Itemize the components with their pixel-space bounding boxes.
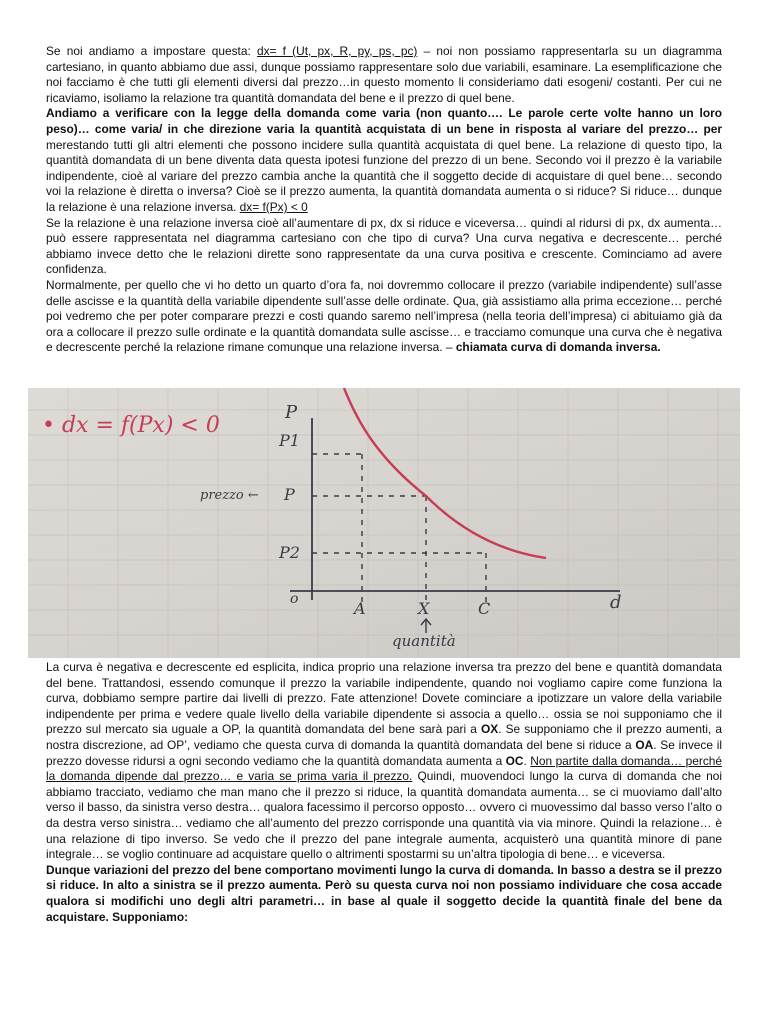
y-axis-label: P — [285, 402, 298, 423]
curve-explanation-2: . Se supponiamo che il prezzo aumenti, a nostra discrezione, ad OP’, vediamo che questa curva di domanda la quantità domandata del bene si riduce a — [46, 722, 723, 752]
inverse-relation-paragraph: Se la relazione è una relazione inversa cioè all’aumentare di px, dx si riduce e viceversa… quindi al ridursi di px, dx aumenta… può essere rappresentata nel diagramma cartesiano con che tipo di curva? Una curva negativa e decrescente… perché abbiamo invece detto che le relazioni dirette sono rappresentate da una curva positiva e crescente. Cominciamo ad avere confidenza. — [46, 215, 722, 277]
equation-handwritten: • dx = f(Px) < 0 — [42, 413, 220, 438]
intro-text: Se noi andiamo a impostare questa: — [46, 44, 257, 58]
conclusion-paragraph: Dunque variazioni del prezzo del bene comportano movimenti lungo la curva di domanda. In basso a destra se il prezzo si riduce. In alto a sinistra se il prezzo aumenta. Però su questa curva noi non possiamo individuare che cosa accade qualora si modifichi uno degli altri parametri… in base al quale il soggetto decide la quantità finale del bene da acquistare. Supponiamo: — [46, 862, 722, 924]
price-p1-label: P1 — [279, 431, 300, 450]
movement-along-curve-text: Quindi, muovendoci lungo la curva di domanda che noi abbiamo tracciato, vediamo che man mano che il prezzo si riduce, la quantità domandata aumenta… se ci muoviamo dall’alto verso il basso, da sinistra verso destra… qualora facessimo il percorso opposto… ovvero ci muovessimo dal basso verso l’alto o da destra verso sinistra… vediamo che all’aumento del prezzo corrisponde una quantità via via minore. Quindi la relazione… è una relazione di tipo inverso. Se vedo che il prezzo del pane integrale aumenta, acquisterò una quantità minore di pane integrale… se voglio continuare ad acquistare quello o altrimenti spostarmi su un’altra tipologia di bene… e viceversa. — [46, 769, 722, 862]
curve-explanation: La curva è negativa e decrescente ed esplicita, indica proprio una relazione inversa tra prezzo del bene e quantità domandata del bene. Trattandosi, essendo comunque il prezzo la variabile indipendente, quando noi vogliamo capire come funziona la curva, dobbiamo sempre partire dai livelli di prezzo. Fate attenzione! Dovete cominciare a ipotizzare un valore della variabile indipendente per prima e vedere quale livello della variabile dipendente si associa a quello… ossia se noi supponiamo che il prezzo sul mercato sia uguale a OP, la quantità domandata del bene sarà pari a — [46, 660, 722, 737]
origin-label: o — [290, 591, 299, 607]
inverse-demand-curve-label: chiamata curva di domanda inversa. — [455, 340, 661, 355]
law-of-demand-text: merestando tutti gli altri elementi che possono incidere sulla quantità acquistata di quel bene. La relazione di questo tipo, la quantità domandata di un bene diventa data questa ipotesi funzione del prezzo di un bene. Secondo voi il prezzo è la variabile indipendente, cioè al variare del prezzo cambia anche la quantità che il soggetto decide di acquistare di quel bene… secondo voi la relazione è diretta o inversa? Cioè se il prezzo aumenta, la quantità domandata aumenta o si riduce? Si riduce… dunque la relazione è una relazione inversa. — [46, 137, 722, 214]
text-block-top — [46, 44, 722, 356]
curve-explanation-3: . Se invece il prezzo dovesse ridursi a ogni secondo vediamo che la quantità domandata aumenta a — [46, 737, 723, 768]
price-first-warning: Non partite dalla domanda… perché la domanda dipende dal prezzo… e varia se prima varia il prezzo. — [46, 753, 722, 784]
x-axis-label: d — [610, 592, 622, 613]
demand-function-formula: dx= f (Ut, px, R, py, ps, pc) — [256, 44, 418, 58]
law-of-demand-bold: Andiamo a verificare con la legge della domanda come varia (non quanto…. Le parole certe volte hanno un loro peso)… come varia/ in che direzione varia la quantità acquistata di un bene in risposta al variare del prezzo… per — [46, 106, 722, 136]
ox-label: OX — [481, 722, 499, 737]
quantity-a-label: A — [354, 599, 366, 618]
oa-label: OA — [635, 737, 654, 752]
price-p2-label: P2 — [279, 543, 300, 562]
quantity-x-label: X — [418, 599, 430, 618]
axes-paragraph: Normalmente, per quello che vi ho detto un quarto d’ora fa, noi dovremmo collocare il prezzo (variabile indipendente) sull’asse delle ascisse e la quantità della variabile dipendente sull’asse delle ordinate. Qua, già assistiamo alla prima eccezione… perché poi vedremo che per poter comparare prezzi e costi quando saremo nell’impresa (nella teoria dell’impresa) ci abituiamo già da ora a collocare il prezzo sulle ordinate e la quantità domandata sulle ascisse… e tracciamo comunque una curva che è negativa e decrescente perché la relazione rimane comunque una relazione inversa. – — [46, 277, 722, 355]
inverse-relation-formula: dx= f(Px) < 0 — [239, 199, 308, 214]
price-p-label: P — [284, 485, 295, 504]
quantity-c-label: C — [478, 599, 491, 618]
curve-explanation-4: . — [523, 753, 531, 768]
intro-text-cont: – noi non possiamo rappresentarla su un diagramma cartesiano, in quanto abbiamo due assi, dunque possiamo rappresentare solo due variabili, esaminare. La esemplificazione che noi facciamo è che tutti gli elementi diversi dal prezzo…in questo momento li consideriamo dati esogeni/ costanti. Per cui ne ricaviamo, isoliamo la relazione tra quantità domandata del bene e il prezzo di quel bene. — [46, 44, 723, 105]
hand-drawn-demand-curve-photo — [28, 388, 740, 658]
quantita-label: quantità — [392, 632, 456, 650]
prezzo-label: prezzo ← — [200, 488, 259, 503]
text-block-bottom — [46, 660, 722, 925]
oc-label: OC — [505, 753, 524, 768]
